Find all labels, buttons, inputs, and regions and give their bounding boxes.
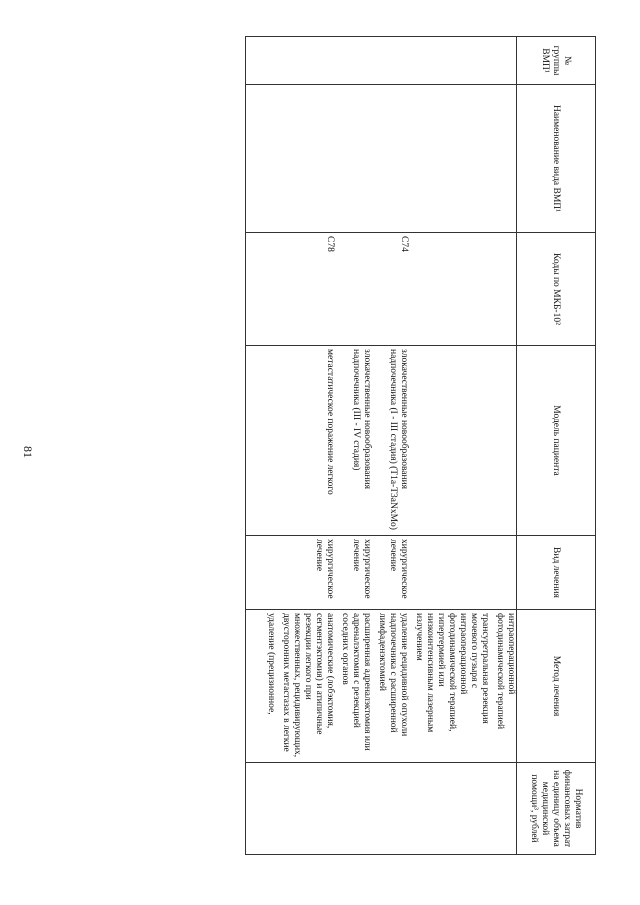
- patient-model: метастатическое поражение легкого: [278, 346, 337, 536]
- treatment-method: анатомические (лобэктомия, сегментэктомия) и атипичные резекции легкого при множественных, рецидивирующих, двусторонних метастазах в легкие: [278, 610, 337, 763]
- header-treatment-method: Метод лечения: [517, 610, 596, 763]
- patient-model: злокачественные новообразования надпочечника (III - IV стадия): [337, 346, 374, 536]
- table-row: [337, 37, 374, 855]
- treatment-type: хирургическое лечение: [374, 536, 411, 610]
- icd-code: C78: [278, 233, 337, 346]
- table-row: [246, 37, 279, 855]
- icd-code: [246, 233, 279, 346]
- table-row: [492, 37, 517, 855]
- header-cost-standard: Норматив финансовых затрат на единицу объема медицинской помощи³, рублей: [517, 763, 596, 855]
- treatment-method: удаление рецидивной опухоли надпочечника с расширенной лимфаденэктомией: [374, 610, 411, 763]
- table-row: [374, 37, 411, 855]
- treatment-method: расширенная адреналэктомия или адреналэктомия с резекцией соседних органов: [337, 610, 374, 763]
- icd-code: C74: [374, 233, 411, 346]
- patient-model: [246, 346, 279, 536]
- icd-code: [411, 233, 492, 346]
- treatment-type: [492, 536, 517, 610]
- vmp-table: [245, 36, 596, 855]
- patient-model: [411, 346, 492, 536]
- header-patient-model: Модель пациента: [517, 346, 596, 536]
- treatment-method: интраоперационной фотодинамической терапией: [492, 610, 517, 763]
- icd-code: [337, 233, 374, 346]
- header-icd-codes: Коды по МКБ-10²: [517, 233, 596, 346]
- treatment-method: трансуретральная резекция мочевого пузыря с интраоперационной фотодинамической терапией, гипертермией или низкоинтенсивным лазерным излучением: [411, 610, 492, 763]
- treatment-type: [411, 536, 492, 610]
- page-number: 81: [21, 446, 35, 458]
- table-row: [411, 37, 492, 855]
- table-header-row: [517, 37, 596, 855]
- rotated-table-page: [66, 36, 596, 854]
- header-vmp-name: Наименование вида ВМП¹: [517, 85, 596, 233]
- patient-model: [492, 346, 517, 536]
- treatment-type: хирургическое лечение: [278, 536, 337, 610]
- treatment-type: хирургическое лечение: [337, 536, 374, 610]
- table-row: [278, 37, 337, 855]
- header-group-number: № группы ВМП¹: [517, 37, 596, 85]
- icd-code: [492, 233, 517, 346]
- treatment-type: [246, 536, 279, 610]
- treatment-method: удаление (прецизионное,: [246, 610, 279, 763]
- patient-model: злокачественные новообразования надпочечника (I - III стадия) (T1a-T3aNxMo): [374, 346, 411, 536]
- header-treatment-type: Вид лечения: [517, 536, 596, 610]
